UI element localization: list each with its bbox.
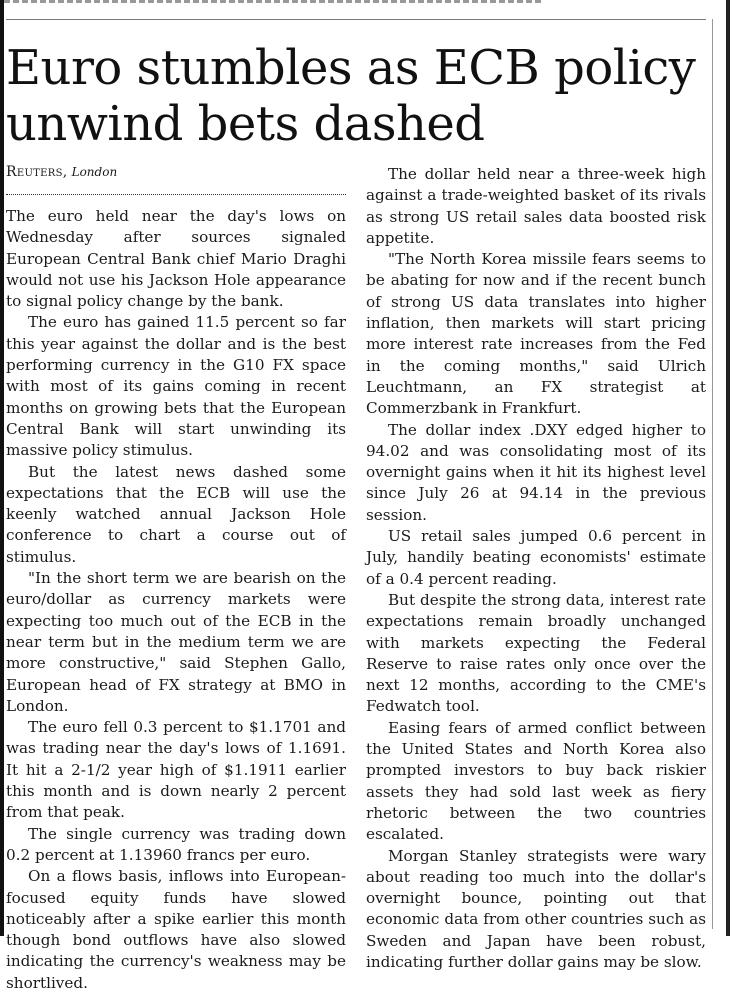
paragraph: The euro held near the day's lows on Wednesday after sources signaled European Central Bank chief Mario Draghi would not use his Jackson Hole appearance to signal policy change by the bank.: [6, 207, 346, 311]
paragraph: But despite the strong data, interest rate expectations remain broadly unchanged with markets expecting the Federal Reserve to raise rates only once over the next 12 months, according to the CME's Fedwatch tool.: [366, 590, 706, 716]
article-headline: Euro stumbles as ECB policy unwind bets dashed: [6, 40, 696, 152]
page-edge-right: [726, 0, 730, 936]
paragraph: On a flows basis, inflows into European-focused equity funds have slowed noticeably after a spike earlier this month though bond outflows have also slowed indicating the currency's weakness may be shortlived.: [6, 867, 346, 992]
article-column-right: [366, 164, 706, 973]
right-column-divider: [712, 19, 713, 929]
paragraph: The dollar index .DXY edged higher to 94.02 and was consolidating most of its overnight gains when it hit its highest level since July 26 at 94.14 in the previous session.: [366, 420, 706, 524]
byline: [6, 163, 346, 195]
paragraph: Morgan Stanley strategists were wary about reading too much into the dollar's overnight bounce, pointing out that economic data from other countries such as Sweden and Japan have been robust, indicating further dollar gains may be slow.: [366, 846, 706, 971]
paragraph: The euro has gained 11.5 percent so far this year against the dollar and is the best performing currency in the G10 FX space with most of its gains coming in recent months on growing bets that the European Central Bank will start unwinding its massive policy stimulus.: [6, 313, 346, 460]
top-divider: [6, 19, 706, 20]
paragraph: But the latest news dashed some expectations that the ECB will use the keenly watched annual Jackson Hole conference to chart a course out of stimulus.: [6, 462, 346, 566]
paragraph: "The North Korea missile fears seems to be abating for now and if the recent bunch of strong US data translates into higher inflation, then markets will start pricing more interest rate increases from the Fed in the coming months," said Ulrich Leuchtmann, an FX strategist at Commerzbank in Frankfurt.: [366, 250, 706, 418]
article-column-left: [6, 206, 346, 994]
paragraph: "In the short term we are bearish on the euro/dollar as currency markets were expecting too much out of the ECB in the near term but in the medium term we are more constructive," said Stephen Gallo, European head of FX strategy at BMO in London.: [6, 569, 346, 715]
page-edge-left: [0, 0, 4, 936]
byline-agency: Reuters,: [6, 164, 68, 180]
byline-dateline: London: [71, 165, 118, 179]
paragraph: US retail sales jumped 0.6 percent in July, handily beating economists' estimate of a 0.4 percent reading.: [366, 527, 706, 588]
previous-article-fragment: [4, 0, 726, 6]
paragraph: The dollar held near a three-week high against a trade-weighted basket of its rivals as strong US retail sales data boosted risk appetite.: [366, 165, 706, 247]
paragraph: The euro fell 0.3 percent to $1.1701 and was trading near the day's lows of 1.1691. It hit a 2-1/2 year high of $1.1911 earlier this month and is down nearly 2 percent from that peak.: [6, 718, 346, 822]
paragraph: The single currency was trading down 0.2 percent at 1.13960 francs per euro.: [6, 824, 346, 864]
paragraph: Easing fears of armed conflict between the United States and North Korea also prompted investors to buy back riskier assets they had sold last week as fiery rhetoric between the two countries escalated.: [366, 718, 706, 844]
